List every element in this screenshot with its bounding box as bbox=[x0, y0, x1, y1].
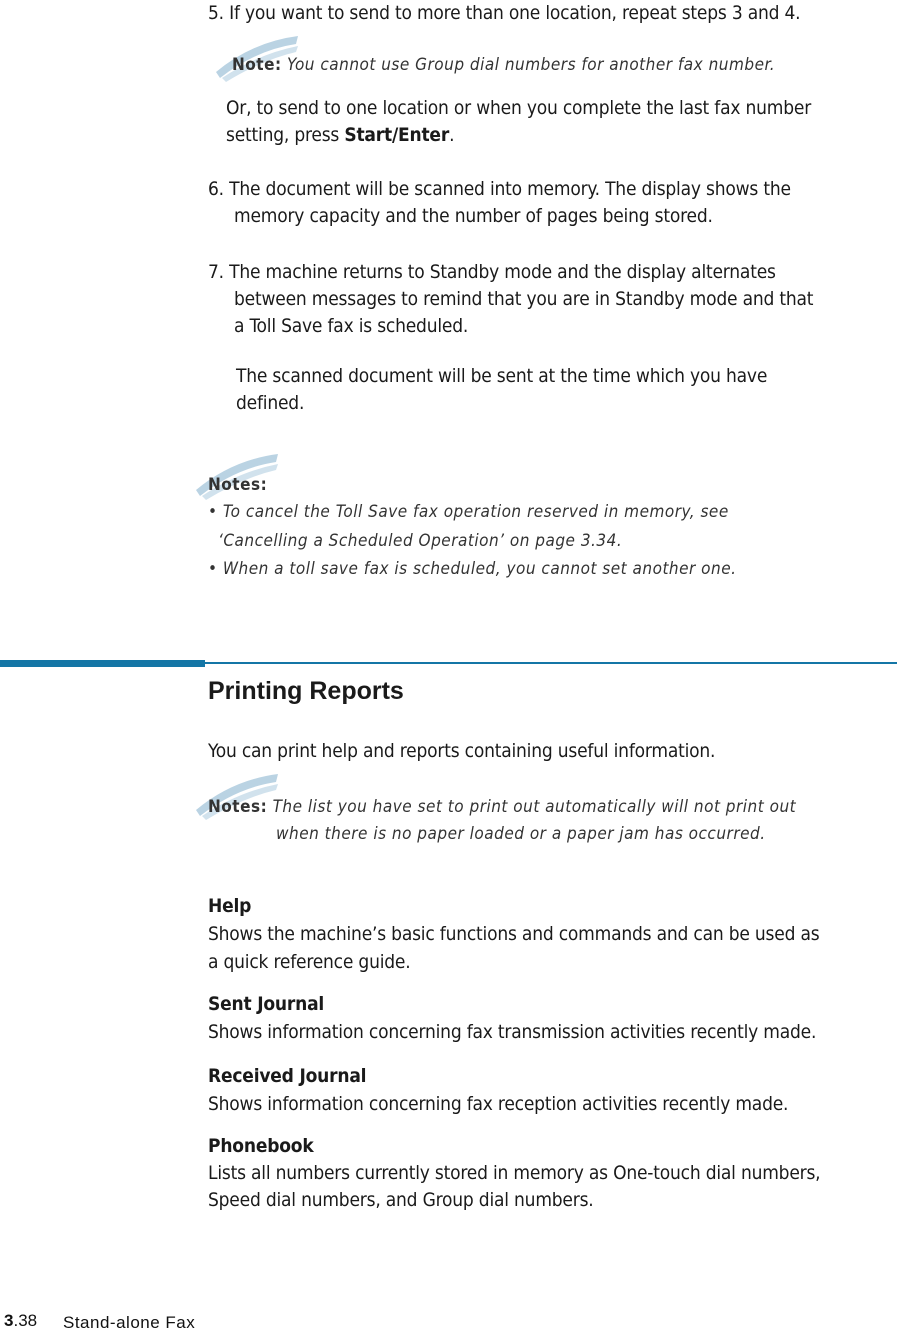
section-note-line1 bbox=[208, 794, 796, 821]
section-divider-line bbox=[205, 662, 897, 664]
scanned-line2: defined. bbox=[236, 392, 305, 414]
report-desc-help-2: a quick reference guide. bbox=[208, 951, 411, 973]
note-1 bbox=[232, 52, 775, 79]
note-1-label: Note: bbox=[232, 55, 282, 75]
report-desc-sent-journal: Shows information concerning fax transmission activities recently made. bbox=[208, 1021, 817, 1043]
notes-bullet-1-line1: • To cancel the Toll Save fax operation reserved in memory, see bbox=[208, 502, 729, 522]
start-enter-key: Start/Enter bbox=[344, 124, 450, 146]
step-7-line1: 7. The machine returns to Standby mode and the display alternates bbox=[208, 261, 776, 283]
step-7-line3: a Toll Save fax is scheduled. bbox=[234, 315, 469, 337]
section-title: Printing Reports bbox=[208, 677, 404, 705]
report-desc-phonebook-1: Lists all numbers currently stored in memory as One-touch dial numbers, bbox=[208, 1162, 821, 1184]
report-desc-phonebook-2: Speed dial numbers, and Group dial numbers. bbox=[208, 1189, 594, 1211]
section-note-text-1: The list you have set to print out automatically will not print out bbox=[272, 797, 797, 817]
or-text-prefix: setting, press bbox=[226, 124, 345, 146]
chapter-number: 3 bbox=[4, 1311, 14, 1330]
notes-bullet-2: • When a toll save fax is scheduled, you cannot set another one. bbox=[208, 559, 737, 579]
or-text-line1: Or, to send to one location or when you complete the last fax number bbox=[226, 97, 812, 119]
section-intro: You can print help and reports containing useful information. bbox=[208, 740, 716, 762]
notes-label-text: Notes: bbox=[208, 475, 268, 495]
notes-label bbox=[208, 472, 267, 499]
report-title-sent-journal: Sent Journal bbox=[208, 993, 325, 1015]
report-title-help: Help bbox=[208, 895, 252, 917]
step-5: 5. If you want to send to more than one location, repeat steps 3 and 4. bbox=[208, 2, 801, 24]
report-desc-received-journal: Shows information concerning fax reception activities recently made. bbox=[208, 1093, 789, 1115]
or-text-suffix: . bbox=[449, 124, 455, 146]
notes-bullet-1-line2: ‘Cancelling a Scheduled Operation’ on page 3.34. bbox=[218, 531, 623, 551]
section-note-line2: when there is no paper loaded or a paper jam has occurred. bbox=[276, 824, 766, 844]
or-text-line2 bbox=[226, 122, 454, 149]
page-index: .38 bbox=[13, 1311, 38, 1330]
step-6-line1: 6. The document will be scanned into memory. The display shows the bbox=[208, 178, 791, 200]
scanned-line1: The scanned document will be sent at the time which you have bbox=[236, 365, 768, 387]
step-7-line2: between messages to remind that you are in Standby mode and that bbox=[234, 288, 814, 310]
page-number bbox=[4, 1311, 37, 1331]
section-divider-bar bbox=[0, 660, 205, 667]
report-title-received-journal: Received Journal bbox=[208, 1065, 367, 1087]
report-title-phonebook: Phonebook bbox=[208, 1135, 314, 1157]
section-note-label: Notes: bbox=[208, 797, 268, 817]
note-1-text: You cannot use Group dial numbers for another fax number. bbox=[286, 55, 776, 75]
step-6-line2: memory capacity and the number of pages being stored. bbox=[234, 205, 713, 227]
report-desc-help-1: Shows the machine’s basic functions and commands and can be used as bbox=[208, 923, 820, 945]
footer-title: Stand-alone Fax bbox=[63, 1313, 196, 1332]
